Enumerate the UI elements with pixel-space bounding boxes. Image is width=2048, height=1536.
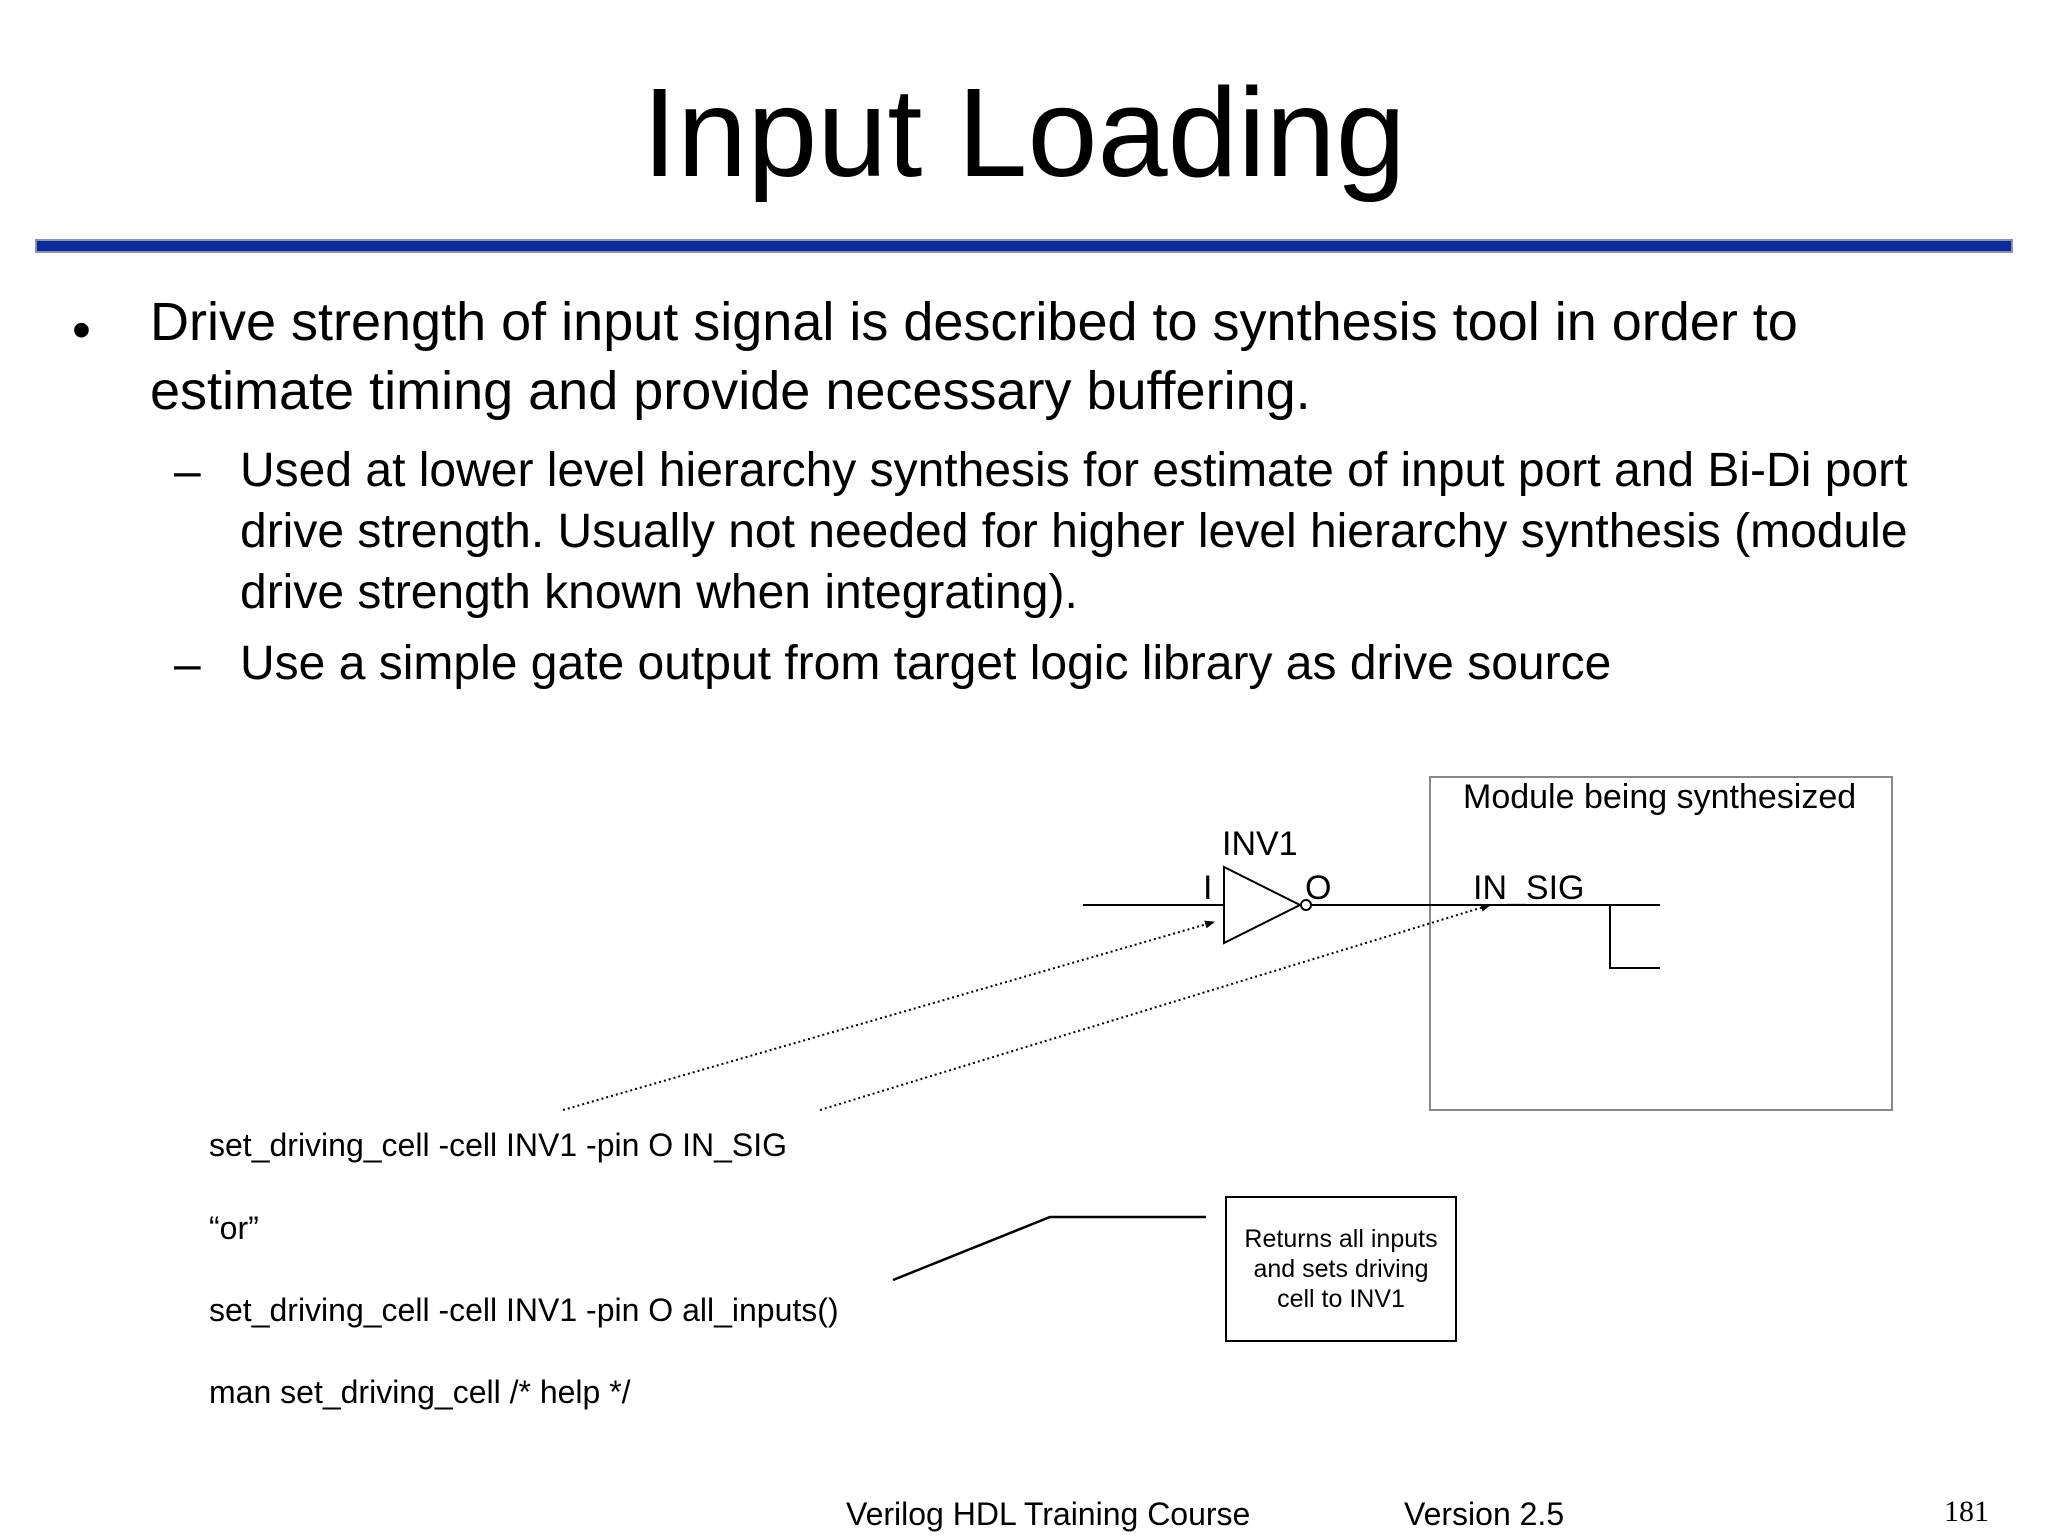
command-or: “or” — [209, 1210, 259, 1246]
input-pin-label: I — [1203, 869, 1213, 907]
callout-text: Returns all inputs and sets driving cell to INV1 — [1244, 1225, 1438, 1313]
footer-version: Version 2.5 — [1404, 1496, 1565, 1532]
command-set-driving-cell-signal: set_driving_cell -cell INV1 -pin O IN_SIG — [209, 1127, 787, 1163]
sub-bullet-1: Used at lower level hierarchy synthesis for estimate of input port and Bi-Di port drive strength. Usually not needed for higher level hierarchy synthesis (module drive strength known when integrating). — [240, 444, 1908, 619]
main-bullet: Drive strength of input signal is described to synthesis tool in order to estimate timing and provide necessary buffering. — [150, 292, 1798, 421]
module-label: Module being synthesized — [1463, 778, 1857, 816]
sub-bullet-marker-2: – — [174, 638, 201, 691]
command-set-driving-cell-all-inputs: set_driving_cell -cell INV1 -pin O all_inputs() — [209, 1292, 839, 1328]
internal-wire — [1610, 905, 1660, 968]
page-number: 181 — [1944, 1495, 1989, 1528]
callout-leader — [893, 1217, 1206, 1280]
footer-course: Verilog HDL Training Course — [846, 1496, 1251, 1532]
command-man-help: man set_driving_cell /* help */ — [209, 1374, 631, 1410]
bullet-marker: • — [72, 300, 91, 360]
sub-bullet-marker-1: – — [174, 445, 201, 498]
gate-label: INV1 — [1222, 825, 1298, 863]
inverter-gate-icon — [1224, 867, 1300, 943]
callout-box — [1225, 1196, 1457, 1342]
output-pin-label: O — [1305, 869, 1332, 907]
sub-bullet-2: Use a simple gate output from target logic library as drive source — [240, 637, 1612, 690]
pointer-to-input-pin — [563, 922, 1214, 1110]
module-box — [1430, 777, 1892, 1110]
signal-label: IN_SIG — [1473, 869, 1585, 907]
slide-title: Input Loading — [642, 62, 1406, 203]
